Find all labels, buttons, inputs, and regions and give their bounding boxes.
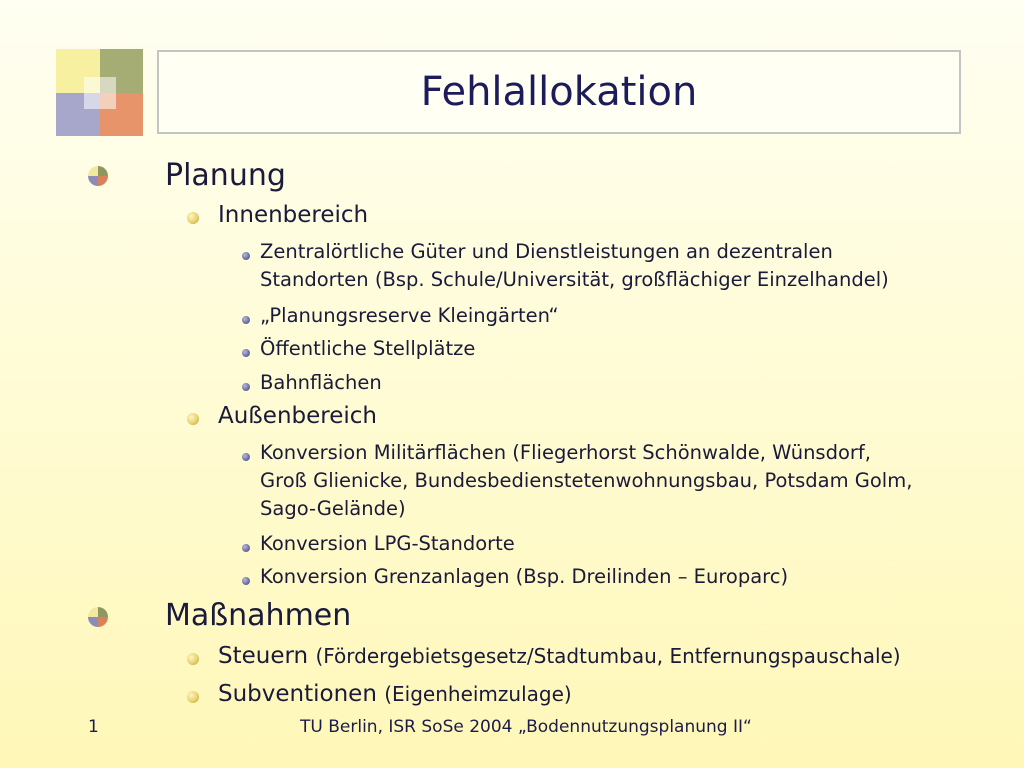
bullet-icon xyxy=(187,691,199,703)
subsection-detail: (Eigenheimzulage) xyxy=(384,682,572,706)
bullet-icon xyxy=(242,316,250,324)
subsection-innenbereich: Innenbereich xyxy=(218,202,369,228)
subsection-aussenbereich: Außenbereich xyxy=(218,403,377,429)
list-item: Konversion Grenzanlagen (Bsp. Dreilinden – Europarc) xyxy=(260,565,789,588)
bullet-icon xyxy=(187,653,199,665)
subsection-subventionen xyxy=(218,681,572,707)
quad-bullet-icon xyxy=(88,166,108,186)
list-item: Konversion LPG-Standorte xyxy=(260,532,515,555)
subsection-detail: (Fördergebietsgesetz/Stadtumbau, Entfernungspauschale) xyxy=(315,644,901,668)
bullet-icon xyxy=(242,577,250,585)
subsection-label: Steuern xyxy=(218,643,309,669)
section-heading-planung: Planung xyxy=(165,158,286,193)
slide-logo xyxy=(56,49,143,136)
list-item: Bahnflächen xyxy=(260,371,382,394)
list-item: Konversion Militärflächen (Fliegerhorst Schönwalde, Wünsdorf, Groß Glienicke, Bundesbedienstetenwohnungsbau, Potsdam Golm, Sago-Gelände) xyxy=(260,441,913,520)
list-item: Öffentliche Stellplätze xyxy=(260,337,476,360)
subsection-steuern xyxy=(218,643,901,669)
slide-number: 1 xyxy=(88,717,99,737)
bullet-icon xyxy=(242,453,250,461)
footer-text: TU Berlin, ISR SoSe 2004 „Bodennutzungsplanung II“ xyxy=(300,717,752,737)
bullet-icon xyxy=(242,252,250,260)
bullet-icon xyxy=(242,544,250,552)
subsection-label: Subventionen xyxy=(218,681,377,707)
bullet-icon xyxy=(187,212,199,224)
list-item: Zentralörtliche Güter und Dienstleistungen an dezentralen Standorten (Bsp. Schule/Universität, großflächiger Einzelhandel) xyxy=(260,240,889,291)
quad-bullet-icon xyxy=(88,607,108,627)
bullet-icon xyxy=(242,383,250,391)
title-box xyxy=(157,50,961,134)
section-heading-massnahmen: Maßnahmen xyxy=(165,598,352,633)
list-item: „Planungsreserve Kleingärten“ xyxy=(260,304,559,327)
slide-title: Fehlallokation xyxy=(420,69,698,115)
bullet-icon xyxy=(242,349,250,357)
bullet-icon xyxy=(187,413,199,425)
